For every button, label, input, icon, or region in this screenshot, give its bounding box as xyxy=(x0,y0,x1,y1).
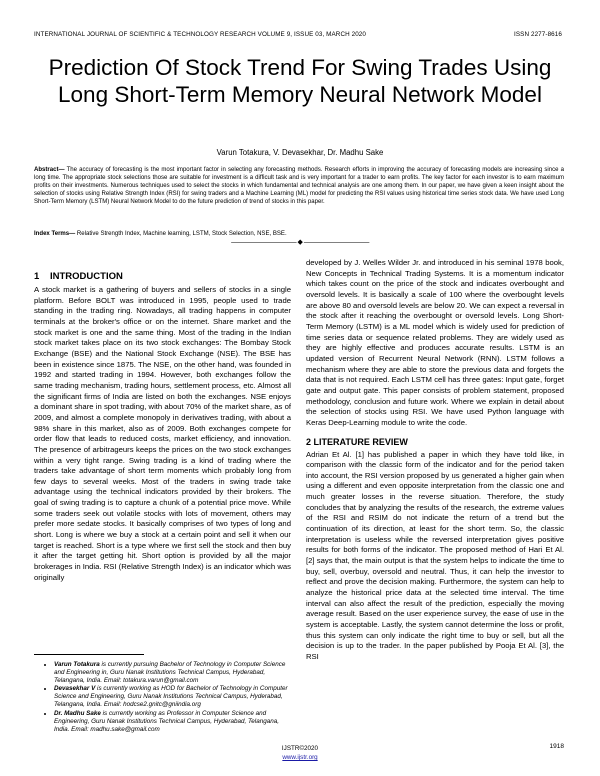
footnote-item xyxy=(54,685,291,709)
footnote-author-desc: is currently working as Professor in Computer Science and Engineering, Guru Nanak Institutions Technical Campus, Hyderabad, Telangana, India. Email: madhu.sake@gmail.com xyxy=(54,709,279,733)
footnote-author-name: Dr. Madhu Sake xyxy=(54,709,101,717)
footnote-author-desc: is currently working as HOD for Bachelor of Technology in Computer Science and Engineering, Guru Nanak Institutions Technical Campus, Hyderabad, Telangana, India. Email: hodcse2.gnitc@gniindia.org xyxy=(54,685,288,709)
footnote-author-name: Varun Totakura xyxy=(54,661,100,668)
footer-paper-id: IJSTR©2020 xyxy=(281,745,319,752)
footnote-item xyxy=(54,661,291,685)
section-title: INTRODUCTION xyxy=(50,271,123,282)
running-header xyxy=(34,31,562,38)
section-heading-introduction xyxy=(34,271,291,283)
footnote-rule xyxy=(34,654,144,655)
section-divider: —————————— ◆ —————————— xyxy=(231,239,369,246)
literature-review-paragraph: Adrian Et Al. [1] has published a paper in which they have told like, in comparison with the classic form of the indicator and for the period taken into account, the RSI version proposed by us generated a higher gain when using a different and even opposite interpretation from the classic one and much greater losses in the reverse situation. Therefore, the study concludes that by analyzing the results of the research, the extreme values of the RSI and RSIM do not indicate the return of a trend but the continuation of its direction, at least for the short term. So, the classic interpretation is useless while the reversed interpretation gives positive results for both forms of the indicator. The proposed method of Hari Et Al. [2] says that, the main output is that the system helps to indicate the time to buy, sell, overbuy, oversold and neutral. Thus, it can help the investor to reflect and prove the decision making. Furthermore, the system can help to analyze the historical price data at the selected time interval. The time interval can also affect the result of the prediction, especially the moving average result. Based on the user experience survey, the ease of use in the system is acceptable. Lastly, the system cannot determine the loss or profit, thus this system can only indicate the right time to buy or sell, but all the decision is up to the trader. In the paper published by Pooja Et Al. [3], the RSI xyxy=(306,449,564,661)
footnote-author-desc: is currently pursuing Bachelor of Technology in Computer Science and Engineering in, Guru Nanak Institutions Technical Campus, Hyderabad, Telangana, India. Email: totakura.varun@gmail.com xyxy=(54,661,286,685)
left-column xyxy=(34,271,291,583)
journal-header: INTERNATIONAL JOURNAL OF SCIENTIFIC & TECHNOLOGY RESEARCH VOLUME 9, ISSUE 03, MARCH 2020 xyxy=(34,31,366,38)
index-terms-text: Relative Strength Index, Machine learning, LSTM, Stock Selection, NSE, BSE. xyxy=(75,231,287,237)
page-number: 1918 xyxy=(549,743,564,750)
section-number: 1 xyxy=(34,271,40,282)
section-heading-literature-review: 2 LITERATURE REVIEW xyxy=(306,436,408,447)
introduction-paragraph: A stock market is a gathering of buyers and sellers of stocks in a single platform. Before BOLT was introduced in 1995, people used to trade standing in the trading ring. Nowadays, all trading happens in computer terminals at the broker's office or on the internet. Share market and the stock market is one and the same thing. Most of the trading in the Indian stock market takes place on its two stock exchanges: The Bombay Stock Exchange (BSE) and the National Stock Exchange (NSE). The BSE has been in existence since 1875. The NSE, on the other hand, was founded in 1992 and started trading in 1994. However, both exchanges follow the same trading mechanism, trading hours, settlement process, etc. Almost all the significant firms of India are listed on both the exchanges. NSE enjoys a dominant share in spot trading, with about 70% of the market share, as of 2009, and almost a complete monopoly in derivatives trading, with about a 98% share in this market, also as of 2009. Both exchanges compete for order flow that leads to reduced costs, market efficiency, and innovation. The presence of arbitrageurs keeps the prices on the two stock exchanges within a very tight range. Swing trading is a kind of trading where the traders take advantage of short term moments which probably long from few days to several weeks. Most of the traders in swing trade take advantage using the technical indicators provided by their brokers. The goal of swing trading is to capture a chunk of a potential price move. While some traders seek out volatile stocks with lots of movement, others may prefer more sedate stocks. It basically comprises of two types of long and short. Long is where we buy a stock at a certain point and sell it when our target is reached. Short is a type where we first sell the stock and then buy it after the target getting hit. Short option is provided by all the major brokerages in India. RSI (Relative Strength Index) is an indicator which was originally xyxy=(34,285,291,582)
footnote-item xyxy=(54,710,291,734)
footer-url-link[interactable]: www.ijstr.org xyxy=(282,754,318,761)
abstract xyxy=(34,166,564,206)
issn: ISSN 2277-8616 xyxy=(514,31,562,38)
abstract-text: The accuracy of forecasting is the most important factor in selecting any forecasting methods. Research efforts in improving the accuracy of forecasting models are increasing since a long time. The appropriate stock selections those are suitable for investment is a difficult task and is very important for a trader to earn profits. The key factor for each investor is to earn maximum profits on their investments. Numerous techniques used to select the stocks in which fundamental and technical analysis are one among them. In our paper, we have given a keen insight about the selection of stocks using Relative Strength Index (RSI) for swing traders and a Machine Learning (ML) model for predicting the RSI values using historical time series stock data. We have used Long Short-Term Memory (LSTM) Neural Network Model to do the future prediction of trend of stocks in this paper. xyxy=(34,167,564,206)
introduction-continued-paragraph: developed by J. Welles Wilder Jr. and introduced in his seminal 1978 book, New Concepts in Technical Trading Systems. It is a momentum indicator which takes count on the price of the stock and indicates overbought and oversold levels. It is basically a scale of 100 where the overbought levels are above 80 and oversold levels are below 20. We can expect a reversal in the stock after it reaching the overbought or oversold levels. Long Short-Term Memory (LSTM) is a ML model which is widely used for prediction of time series data or sequence related problems. They are widely used as they are highly effective and produces accurate results. LSTM is an updated version of Recurrent Neural Network (RNN). LSTM follows a mechanism where they are able to store the previous data and forgets the data that is not required. Each LSTM cell has three gates: Input gate, forget gate and output gate. This paper consists of problem statement, proposed methodology, conclusion and future work. Where we explain in detail about the selection of stocks using RSI. We have used Python language with Keras Deep-Learning module to write the code. xyxy=(306,258,564,427)
author-footnotes xyxy=(34,661,291,734)
footnote-author-name: Devasekhar V xyxy=(54,685,96,693)
index-terms xyxy=(34,230,564,238)
index-terms-label: Index Terms— xyxy=(34,231,76,237)
authors: Varun Totakura, V. Devasekhar, Dr. Madhu Sake xyxy=(216,148,384,157)
right-column xyxy=(306,258,564,663)
abstract-label: Abstract— xyxy=(34,167,65,173)
paper-title: Prediction Of Stock Trend For Swing Trades Using Long Short-Term Memory Neural Network Model xyxy=(48,55,552,107)
